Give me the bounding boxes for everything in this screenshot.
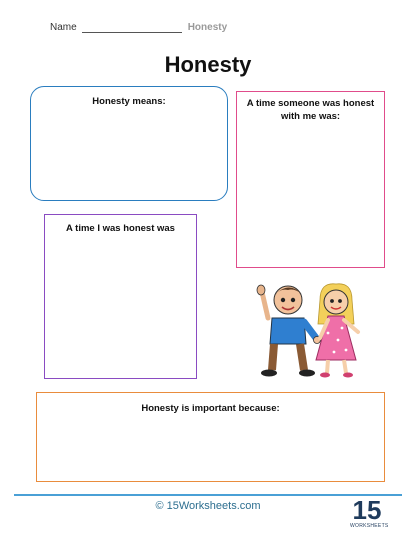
footer-divider [14, 494, 402, 496]
topic-label: Honesty [187, 22, 228, 33]
honesty-means-box[interactable] [30, 86, 228, 201]
kids-illustration [248, 278, 378, 380]
honesty-means-prompt: Honesty means: [92, 96, 166, 107]
someone-honest-prompt: A time someone was honest with me was: [246, 98, 375, 122]
i-was-honest-box[interactable] [44, 214, 197, 379]
important-because-prompt: Honesty is important because: [141, 403, 280, 414]
worksheets-logo [350, 495, 389, 533]
boy-figure [257, 285, 321, 377]
important-because-box[interactable] [36, 392, 385, 482]
girl-figure [316, 284, 358, 378]
footer-copyright[interactable]: © 15Worksheets.com [155, 500, 261, 512]
i-was-honest-prompt: A time I was honest was [66, 223, 175, 234]
someone-honest-box[interactable] [236, 91, 385, 268]
logo-number: 15 [352, 495, 382, 525]
name-label: Name [50, 22, 77, 33]
logo-text: WORKSHEETS [350, 523, 389, 529]
page-title: Honesty [164, 52, 252, 77]
name-field[interactable] [82, 23, 182, 33]
name-row [50, 22, 227, 33]
